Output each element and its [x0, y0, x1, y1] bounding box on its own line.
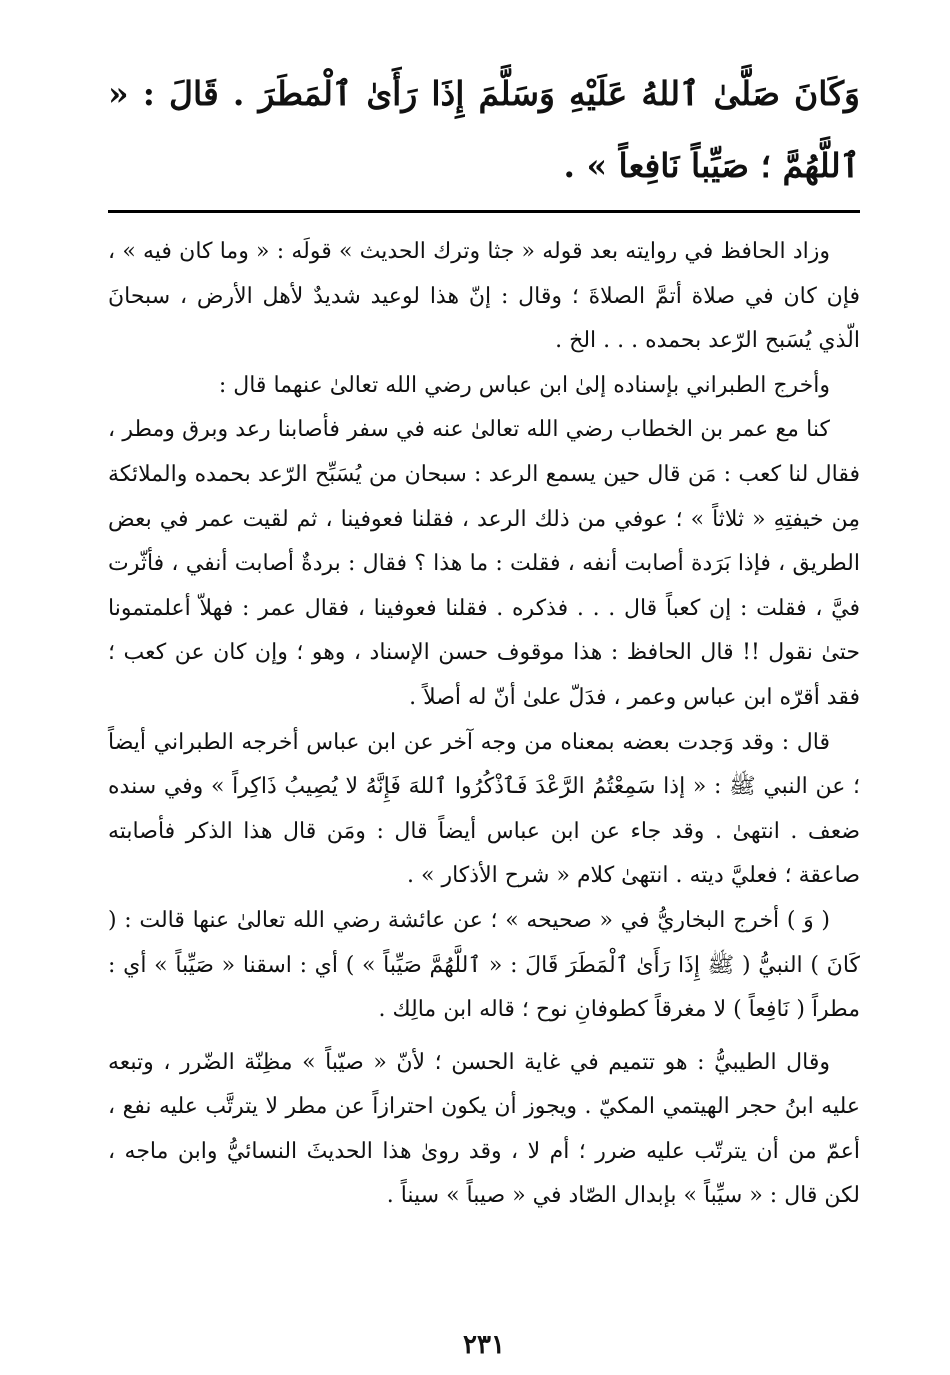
commentary-paragraph: قال : وقد وَجدت بعضه بمعناه من وجه آخر عن ابن عباس أخرجه الطبراني أيضاً ؛ عن النبي ﷺ : « إذا سَمِعْتُمُ الرَّعْدَ فَٱذْكُرُوا ٱللهَ فَإِنَّهُ لا يُصِيبُ ذَاكِراً » وفي سنده ضعف . انتهىٰ . وقد جاء عن ابن عباس أيضاً قال : ومَن قال هذا الذكر فأصابته صاعقة ؛ فعليَّ ديته . انتهىٰ كلام « شرح الأذكار » . [108, 729, 860, 889]
commentary-section [108, 230, 860, 1219]
hadith-main-text: وَكَانَ صَلَّىٰ ٱللهُ عَلَيْهِ وَسَلَّمَ إِذَا رَأَىٰ ٱلْمَطَرَ . قَالَ : « ٱللَّهُمَّ ؛ صَيِّباً نَافِعاً » . [108, 74, 860, 185]
book-page [108, 58, 860, 1358]
separator-rule [108, 210, 860, 213]
commentary-paragraph: وقال الطيبيُّ : هو تتميم في غاية الحسن ؛ لأنّ « صيّباً » مظِنّة الضّرر ، وتبعه عليه ابنُ حجر الهيتمي المكيّ . ويجوز أن يكون احترازاً عن مطر لا يترتَّب عليه نفع ، أعمّ من أن يترتّب عليه ضرر ؛ أم لا ، وقد روىٰ هذا الحديثَ النسائيُّ وابن ماجه ، لكن قال : « سيِّباً » بإبدال الصّاد في « صيباً » سيناً . [108, 1049, 860, 1209]
page-number: ٢٣١ [463, 1330, 505, 1360]
commentary-paragraph: ( وَ ) أخرج البخاريُّ في « صحيحه » ؛ عن عائشة رضي الله تعالىٰ عنها قالت : ( كَانَ ) النبيُّ ( ﷺ إِذَا رَأَىٰ ٱلْمَطَرَ قَالَ : « ٱللَّهُمَّ صَيِّباً » ) أي : اسقنا « صَيِّباً » أي : مطراً ( نَافِعاً ) لا مغرقاً كطوفانِ نوح ؛ قاله ابن مالِك . [108, 907, 860, 1023]
commentary-paragraph: وزاد الحافظ في روايته بعد قوله « جثا وترك الحديث » قولَه : « وما كان فيه » ، فإن كان في صلاة أتمَّ الصلاةَ ؛ وقال : إنّ هذا لوعيد شديدٌ لأهل الأرض ، سبحانَ الّذي يُسَبح الرّعد بحمده . . . الخ . [108, 239, 860, 354]
commentary-paragraph: كنا مع عمر بن الخطاب رضي الله تعالىٰ عنه في سفر فأصابنا رعد وبرق ومطر ، فقال لنا كعب : مَن قال حين يسمع الرعد : سبحان من يُسَبِّح الرّعد بحمده والملائكة مِن خيفتِهِ « ثلاثاً » ؛ عوفي من ذلك الرعد ، فقلنا فعوفينا ، ثم لقيت عمر في بعض الطريق ، فإذا بَرَدة أصابت أنفه ، فقلت : ما هذا ؟ فقال : بردةٌ أصابت أنفي ، فأثّرت فيَّ ، فقلت : إن كعباً قال . . . فذكره . فقلنا فعوفينا ، فقال عمر : فهلاّ أعلمتمونا حتىٰ نقول !! قال الحافظ : هذا موقوف حسن الإسناد ، وهو ؛ وإن كان عن كعب ؛ فقد أقرّه ابن عباس وعمر ، فدَلّ علىٰ أنّ له أصلاً . [108, 417, 860, 710]
commentary-paragraph: وأخرج الطبراني بإسناده إلىٰ ابن عباس رضي الله تعالىٰ عنهما قال : [218, 372, 830, 398]
